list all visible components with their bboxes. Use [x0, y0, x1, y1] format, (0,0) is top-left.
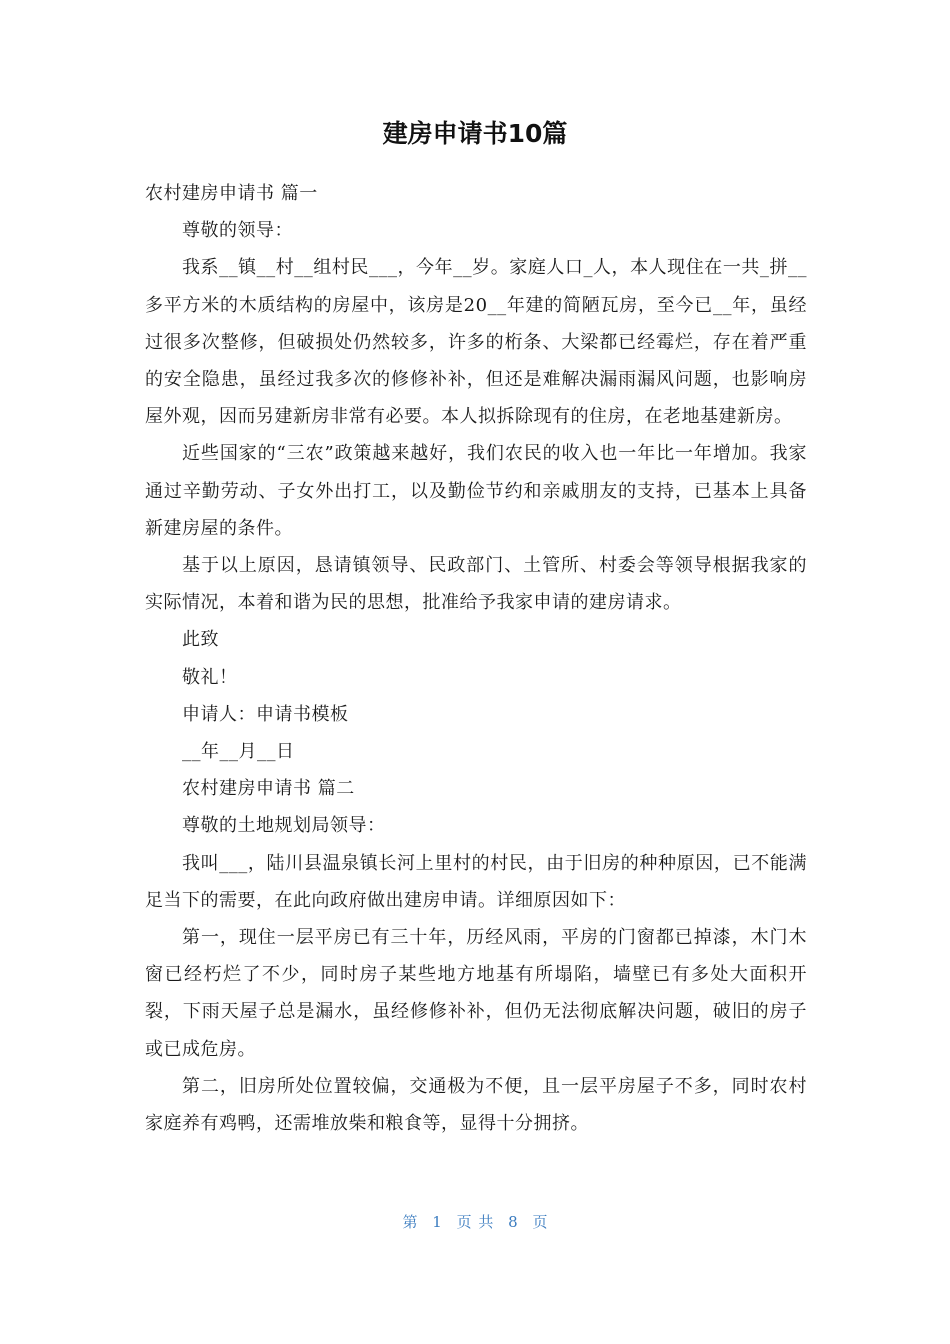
paragraph: 第一，现住一层平房已有三十年，历经风雨，平房的门窗都已掉漆，木门木窗已经朽烂了不少，同时房子某些地方地基有所塌陷，墙壁已有多处大面积开裂，下雨天屋子总是漏水，虽经修修补补，但仍无法彻底解决问题，破旧的房子或已成危房。: [145, 927, 807, 1060]
paragraph: 农村建房申请书 篇二: [182, 778, 355, 800]
footer-current-page: 1: [432, 1213, 442, 1231]
footer-label-di: 第: [402, 1213, 418, 1231]
paragraph: 申请人：申请书模板: [182, 703, 349, 725]
footer-label-ye-gong: 页 共: [456, 1213, 494, 1231]
paragraph: 尊敬的领导：: [182, 220, 293, 242]
paragraph: 第二，旧房所处位置较偏，交通极为不便，且一层平房屋子不多，同时农村家庭养有鸡鸭，还需堆放柴和粮食等，显得十分拥挤。: [145, 1075, 807, 1135]
paragraph: 我系__镇__村__组村民___，今年__岁。家庭人口_人，本人现住在一共_拼__多平方米的木质结构的房屋中，该房是20__年建的简陋瓦房，至今已__年，虽经过很多次整修，但破损处仍然较多，许多的桁条、大梁都已经霉烂，存在着严重的安全隐患，虽经过我多次的修修补补，但还是难解决漏雨漏风问题，也影响房屋外观，因而另建新房非常有必要。本人拟拆除现有的住房，在老地基建新房。: [145, 257, 807, 428]
paragraph: 我叫___，陆川县温泉镇长河上里村的村民，由于旧房的种种原因，已不能满足当下的需要，在此向政府做出建房申请。详细原因如下：: [145, 852, 807, 911]
paragraph: 近些国家的“三农”政策越来越好，我们农民的收入也一年比一年增加。我家通过辛勤劳动、子女外出打工，以及勤俭节约和亲戚朋友的支持，已基本上具备新建房屋的条件。: [145, 443, 807, 539]
document-title: 建房申请书10篇: [382, 119, 568, 148]
paragraph: 基于以上原因，恳请镇领导、民政部门、土管所、村委会等领导根据我家的实际情况，本着和谐为民的思想，批准给予我家申请的建房请求。: [145, 555, 807, 614]
paragraph: __年__月__日: [182, 741, 295, 763]
paragraph: 尊敬的土地规划局领导：: [182, 815, 386, 837]
footer-total-pages: 8: [508, 1213, 518, 1231]
page-footer: [0, 1212, 950, 1232]
paragraph: 农村建房申请书 篇一: [145, 183, 318, 204]
document-body: [145, 175, 807, 1142]
paragraph: 敬礼！: [182, 666, 238, 688]
paragraph: 此致: [182, 629, 219, 651]
footer-label-ye: 页: [532, 1213, 548, 1231]
